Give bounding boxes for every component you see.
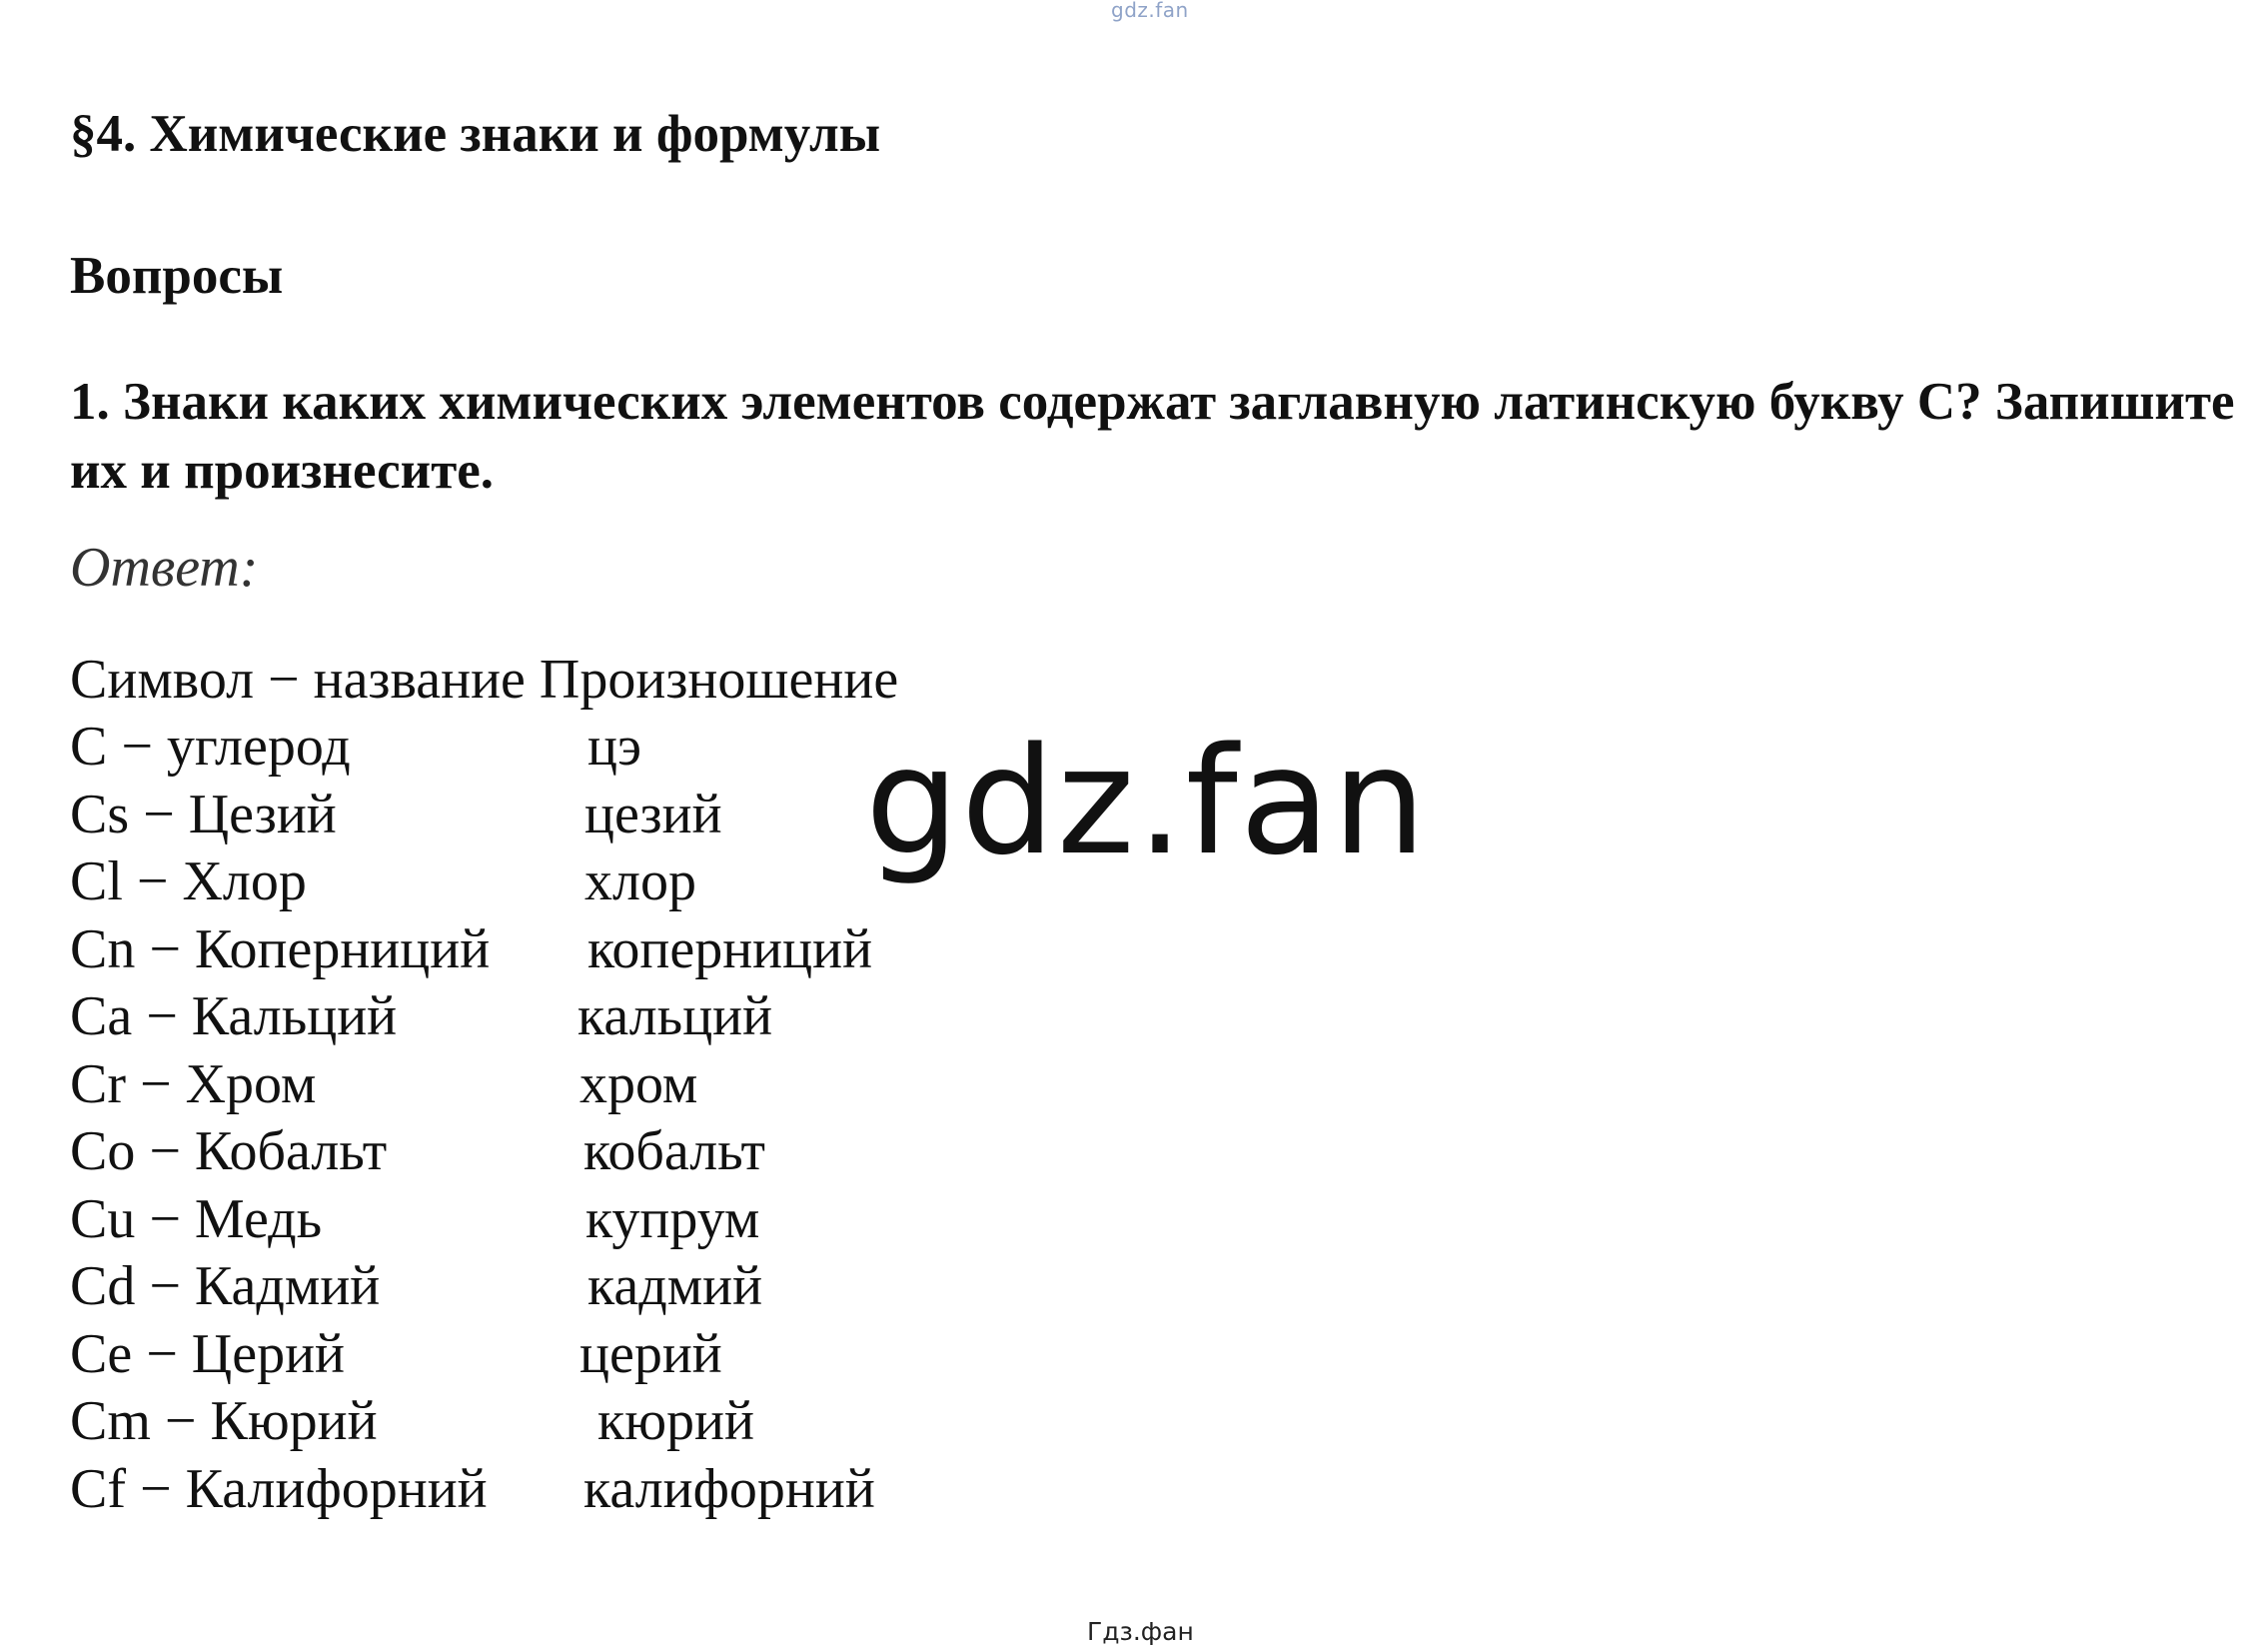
element-symbol-name: Cu − Медь bbox=[70, 1187, 323, 1250]
element-pronunciation: кальций bbox=[577, 985, 773, 1047]
element-pronunciation: кобальт bbox=[583, 1120, 766, 1182]
element-symbol-name: Cm − Кюрий bbox=[70, 1390, 378, 1452]
element-symbol-name: Cf − Калифорний bbox=[70, 1457, 488, 1520]
element-symbol-name: Ce − Церий bbox=[70, 1322, 346, 1385]
element-symbol-name: Cr − Хром bbox=[70, 1052, 317, 1115]
section-heading: Вопросы bbox=[70, 247, 284, 305]
element-symbol-name: Co − Кобальт bbox=[70, 1120, 388, 1182]
element-pronunciation: купрум bbox=[585, 1187, 760, 1250]
answer-label: Ответ: bbox=[70, 537, 259, 599]
top-watermark: gdz.fan bbox=[1111, 0, 1189, 22]
watermark-text: gdz.fan bbox=[865, 716, 1429, 887]
element-symbol-name: С − углерод bbox=[70, 716, 351, 778]
element-symbol-name: Cn − Коперниций bbox=[70, 917, 491, 980]
element-symbol-name: Cd − Кадмий bbox=[70, 1255, 381, 1317]
element-pronunciation: хлор bbox=[584, 850, 696, 912]
element-pronunciation: цэ bbox=[587, 716, 642, 778]
element-pronunciation: кадмий bbox=[587, 1255, 763, 1317]
page-title: §4. Химические знаки и формулы bbox=[70, 105, 881, 163]
element-pronunciation: коперниций bbox=[587, 917, 873, 980]
element-symbol-name: Cl − Хлор bbox=[70, 850, 307, 912]
element-pronunciation: кюрий bbox=[597, 1390, 754, 1452]
element-symbol-name: Cs − Цезий bbox=[70, 783, 337, 845]
element-pronunciation: калифорний bbox=[583, 1457, 875, 1520]
element-pronunciation: цезий bbox=[584, 783, 722, 845]
question-text: 1. Знаки каких химических элементов содержат заглавную латинскую букву С? Запишите их и произнесите. bbox=[70, 373, 2235, 500]
element-symbol-name: Ca − Кальций bbox=[70, 985, 398, 1047]
element-pronunciation: церий bbox=[579, 1322, 722, 1385]
element-pronunciation: хром bbox=[579, 1052, 698, 1115]
footer-text: Гдз.фан bbox=[1087, 1617, 1194, 1646]
table-header: Символ − название Произношение bbox=[70, 649, 899, 711]
